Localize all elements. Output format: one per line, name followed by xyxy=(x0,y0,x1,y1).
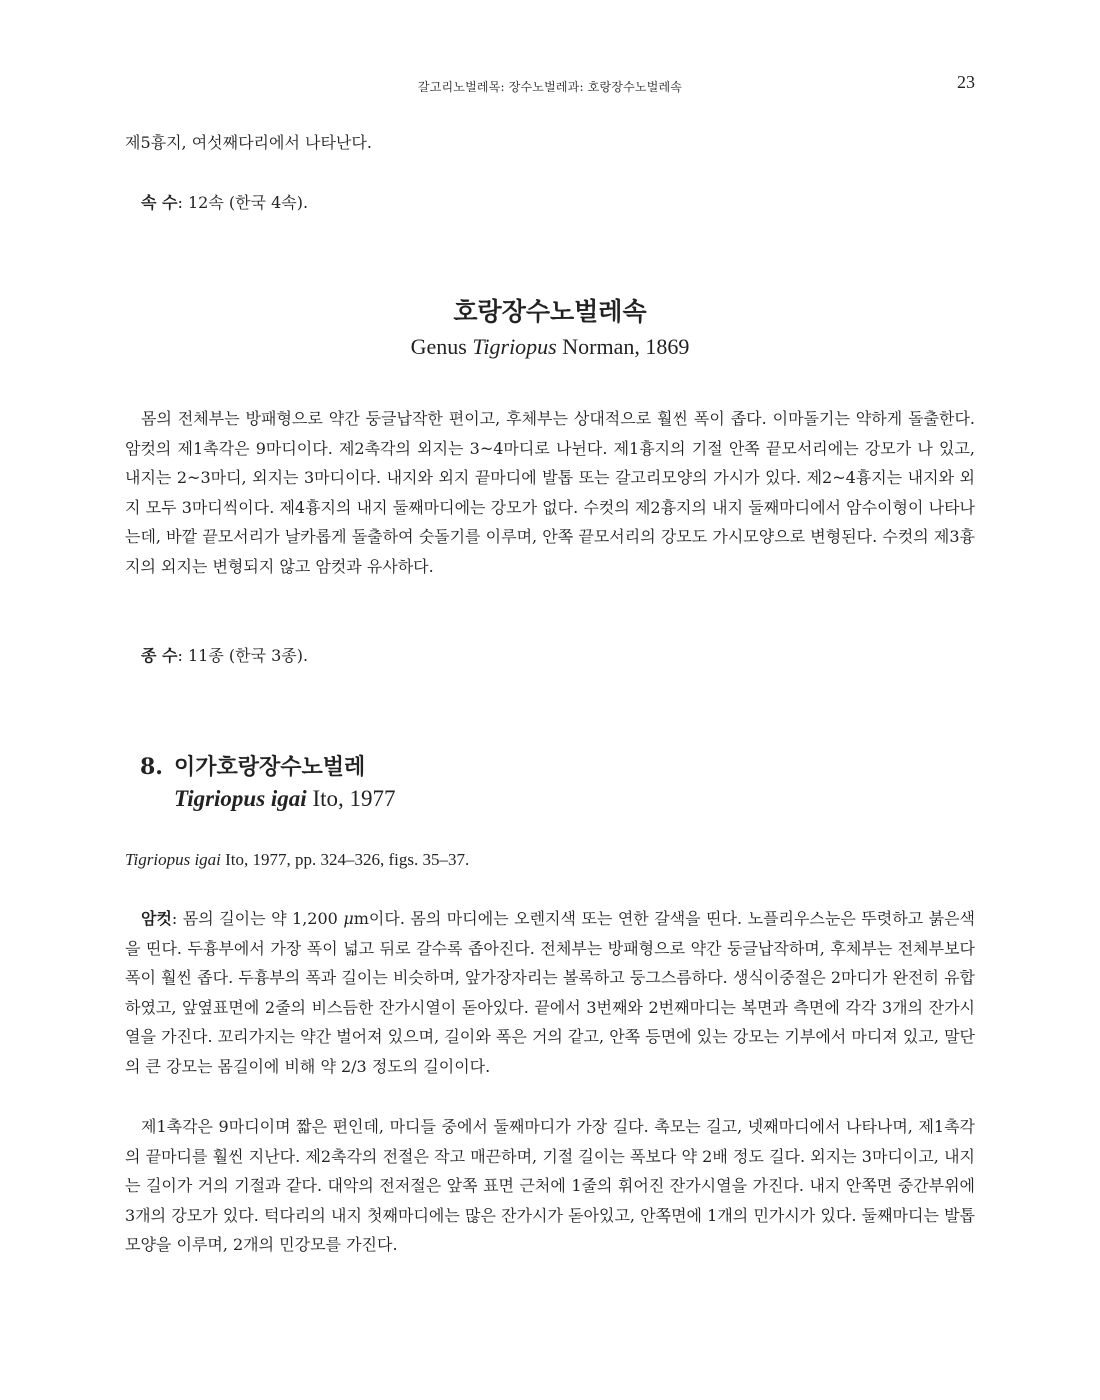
continued-paragraph xyxy=(125,128,975,158)
antenna-paragraph: 제1촉각은 9마디이며 짧은 편인데, 마디들 중에서 둘째마디가 가장 길다. 촉모는 길고, 넷째마디에서 나타나며, 제1촉각의 끝마디를 훨씬 지난다. 제2촉각의 전절은 작고 매끈하며, 기절 길이는 폭보다 약 2배 정도 길다. 외지는 3마디이고, 내지는 길이가 거의 기절과 같다. 대악의 전저절은 앞쪽 표면 근처에 1줄의 휘어진 잔가시열을 가진다. 내지 안쪽면 중간부위에 3개의 강모가 있다. 턱다리의 내지 첫째마디에는 많은 잔가시가 돋아있고, 안쪽면에 1개의 민가시가 있다. 둘째마디는 발톱모양을 이루며, 2개의 민강모를 가진다. xyxy=(125,1117,975,1254)
genus-authority: Norman, 1869 xyxy=(556,334,690,359)
genus-korean-title: 호랑장수노벌레속 xyxy=(453,297,647,326)
genera-count xyxy=(125,188,975,218)
genus-description: 몸의 전체부는 방패형으로 약간 둥글납작한 편이고, 후체부는 상대적으로 훨씬 폭이 좁다. 이마돌기는 약하게 돌출한다. 암컷의 제1촉각은 9마디이다. 제2촉각의 외지는 3~4마디로 나뉜다. 제1흉지의 기절 안쪽 끝모서리에는 강모가 나 있고, 내지는 2~3마디, 외지는 3마디이다. 내지와 외지 끝마디에 발톱 또는 갈고리모양의 가시가 있다. 제2~4흉지는 내지와 외지 모두 3마디씩이다. 제4흉지의 내지 둘째마디에는 강모가 없다. 수컷의 제2흉지의 내지 둘째마디에서 암수이형이 나타나는데, 바깥 끝모서리가 날카롭게 돌출하여 숫돌기를 이루며, 안쪽 끝모서리의 강모도 가시모양으로 변형된다. 수컷의 제3흉지의 외지는 변형되지 않고 암컷과 유사하다. xyxy=(125,409,975,576)
female-description xyxy=(125,904,975,1081)
genus-scientific-title xyxy=(0,334,1100,360)
species-count-label: 종 수 xyxy=(141,646,178,665)
female-desc-part-2: m이다. 몸의 마디에는 오렌지색 또는 연한 갈색을 띤다. 노플리우스눈은 뚜렷하고 붉은색을 띤다. 두흉부에서 가장 폭이 넓고 뒤로 갈수록 좁아진다. 전체부는 방패형으로 약간 둥글납작하며, 후체부는 전체부보다 폭이 훨씬 좁다. 두흉부의 폭과 길이는 비슷하며, 앞가장자리는 볼록하고 둥그스름하다. 생식이중절은 2마디가 완전히 유합하였고, 앞옆표면에 2줄의 비스듬한 잔가시열이 돋아있다. 끝에서 3번째와 2번째마디는 복면과 측면에 각각 3개의 잔가시열을 가진다. 꼬리가지는 약간 벌어져 있으며, 길이와 폭은 거의 같고, 안쪽 등면에 있는 강모는 기부에서 마디져 있고, 말단의 큰 강모는 몸길이에 비해 약 2/3 정도의 길이이다. xyxy=(125,909,975,1076)
genera-count-label: 속 수 xyxy=(141,193,178,212)
genera-count-value: : 12속 (한국 4속). xyxy=(177,193,309,212)
genus-scientific-name: Tigriopus xyxy=(472,334,557,359)
micro-symbol: μ xyxy=(343,909,354,928)
female-desc-part-1: : 몸의 길이는 약 1,200 xyxy=(171,909,344,928)
species-citation xyxy=(125,845,975,875)
citation-details: Ito, 1977, pp. 324–326, figs. 35–37. xyxy=(220,850,470,869)
species-count xyxy=(125,641,975,671)
species-korean-name: 이가호랑장수노벌레 xyxy=(174,754,366,780)
species-heading xyxy=(140,752,396,814)
female-label: 암컷 xyxy=(141,909,172,928)
citation-name: Tigriopus igai xyxy=(125,850,221,869)
species-authority: Ito, 1977 xyxy=(306,786,396,811)
continued-text: 제5흉지, 여섯째다리에서 나타난다. xyxy=(125,133,372,152)
genus-prefix: Genus xyxy=(410,334,473,359)
running-head: 갈고리노벌레목: 장수노벌레과: 호랑장수노벌레속 xyxy=(417,80,683,94)
species-count-value: : 11종 (한국 3종). xyxy=(177,646,309,665)
species-scientific-name: Tigriopus igai xyxy=(174,786,307,811)
species-number: 8. xyxy=(140,754,163,780)
page-number: 23 xyxy=(957,72,975,92)
